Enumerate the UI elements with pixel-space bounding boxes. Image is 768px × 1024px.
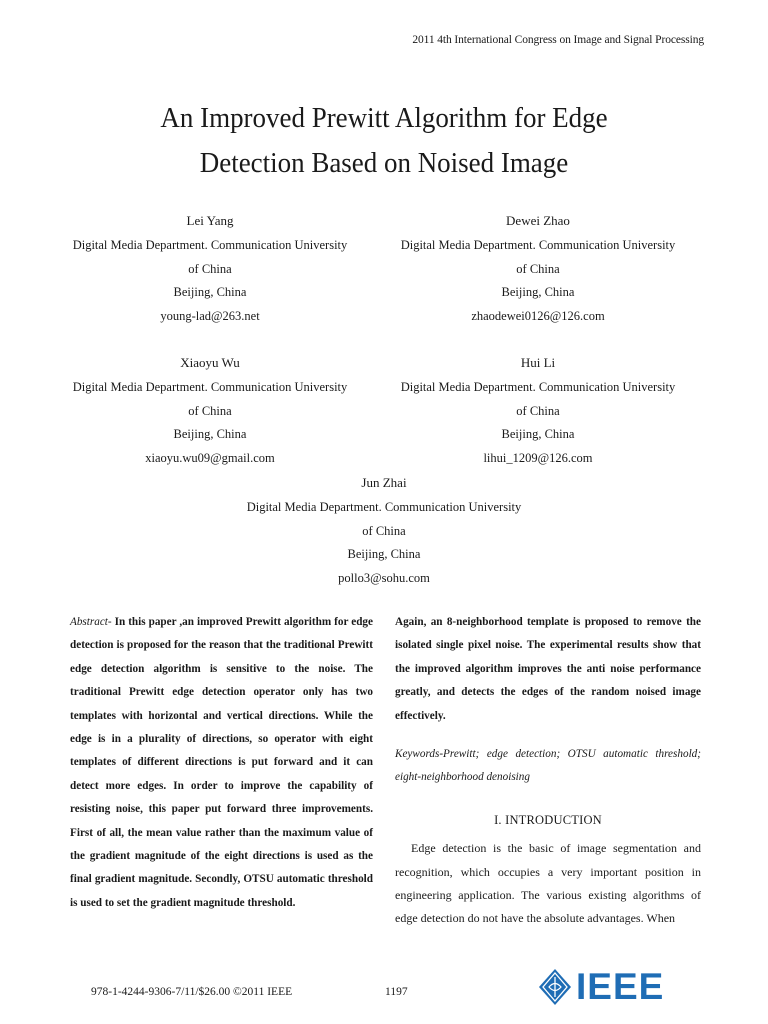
author-affiliation: of China (188, 403, 232, 418)
author-name: Dewei Zhao (506, 213, 570, 228)
author-email: pollo3@sohu.com (338, 570, 430, 585)
page-number: 1197 (385, 986, 408, 998)
author-location: Beijing, China (173, 285, 247, 300)
author-affiliation: Digital Media Department. Communication University (246, 500, 522, 515)
paper-title (27, 96, 741, 186)
section-heading: I. INTRODUCTION (494, 812, 602, 827)
author-affiliation: Digital Media Department. Communication University (72, 238, 348, 253)
author-affiliation: of China (188, 261, 232, 276)
author-email: xiaoyu.wu09@gmail.com (145, 450, 275, 465)
author-affiliation: of China (516, 403, 560, 418)
author-location: Beijing, China (173, 427, 247, 442)
ieee-wordmark: IEEE (576, 966, 665, 1007)
author-affiliation: of China (362, 523, 406, 538)
author-affiliation: Digital Media Department. Communication University (400, 238, 676, 253)
keywords: Keywords-Prewitt; edge detection; OTSU automatic threshold; eight-neighborhood denoising (395, 748, 701, 784)
title-line-2: Detection Based on Noised Image (199, 147, 569, 179)
ieee-logo (538, 964, 664, 1010)
abstract-continued: Again, an 8-neighborhood template is proposed to remove the isolated single pixel noise. The experimental results show that the improved algorithm improves the anti noise performance greatly, and detects the edges of the random noised image effectively. (395, 616, 701, 722)
introduction-text: Edge detection is the basic of image segmentation and recognition, which occupies a very important position in engineering application. The various existing algorithms of edge detection do not have the absolute advantages. When (395, 841, 701, 926)
author-affiliation: Digital Media Department. Communication University (72, 380, 348, 395)
author-location: Beijing, China (501, 285, 575, 300)
right-column (395, 611, 701, 931)
author-location: Beijing, China (501, 427, 575, 442)
ieee-diamond-icon (538, 968, 572, 1006)
author-email: lihui_1209@126.com (483, 450, 593, 465)
author-name: Lei Yang (186, 213, 234, 228)
author-email: zhaodewei0126@126.com (471, 308, 605, 323)
conference-header: 2011 4th International Congress on Image and Signal Processing (412, 34, 704, 46)
author-block (40, 209, 380, 328)
isbn-footer: 978-1-4244-9306-7/11/$26.00 ©2011 IEEE (91, 986, 293, 998)
abstract-label: Abstract- (70, 616, 112, 628)
abstract (70, 611, 373, 915)
author-affiliation: Digital Media Department. Communication University (400, 380, 676, 395)
abstract-text: In this paper ,an improved Prewitt algorithm for edge detection is proposed for the reason that the traditional Prewitt edge detection algorithm is sensitive to the noise. The traditional Prewitt edge detection operator only has two templates with horizontal and vertical directions. While the edge is in a plurality of directions, so operator with eight templates of different directions is put forward and it can detect more edges. In order to improve the capability of resisting noise, this paper put forward three improvements. First of all, the mean value rather than the maximum value of the gradient magnitude of the eight directions is used as the final gradient magnitude. Secondly, OTSU automatic threshold is used to set the gradient magnitude threshold. (70, 616, 373, 909)
author-block (214, 471, 554, 590)
author-block (368, 351, 708, 470)
left-column (70, 611, 373, 915)
author-email: young-lad@263.net (160, 308, 260, 323)
author-location: Beijing, China (347, 547, 421, 562)
author-name: Xiaoyu Wu (180, 355, 240, 370)
author-name: Hui Li (520, 355, 556, 370)
author-block (368, 209, 708, 328)
author-name: Jun Zhai (361, 475, 407, 490)
author-affiliation: of China (516, 261, 560, 276)
title-line-1: An Improved Prewitt Algorithm for Edge (160, 102, 608, 134)
author-block (40, 351, 380, 470)
